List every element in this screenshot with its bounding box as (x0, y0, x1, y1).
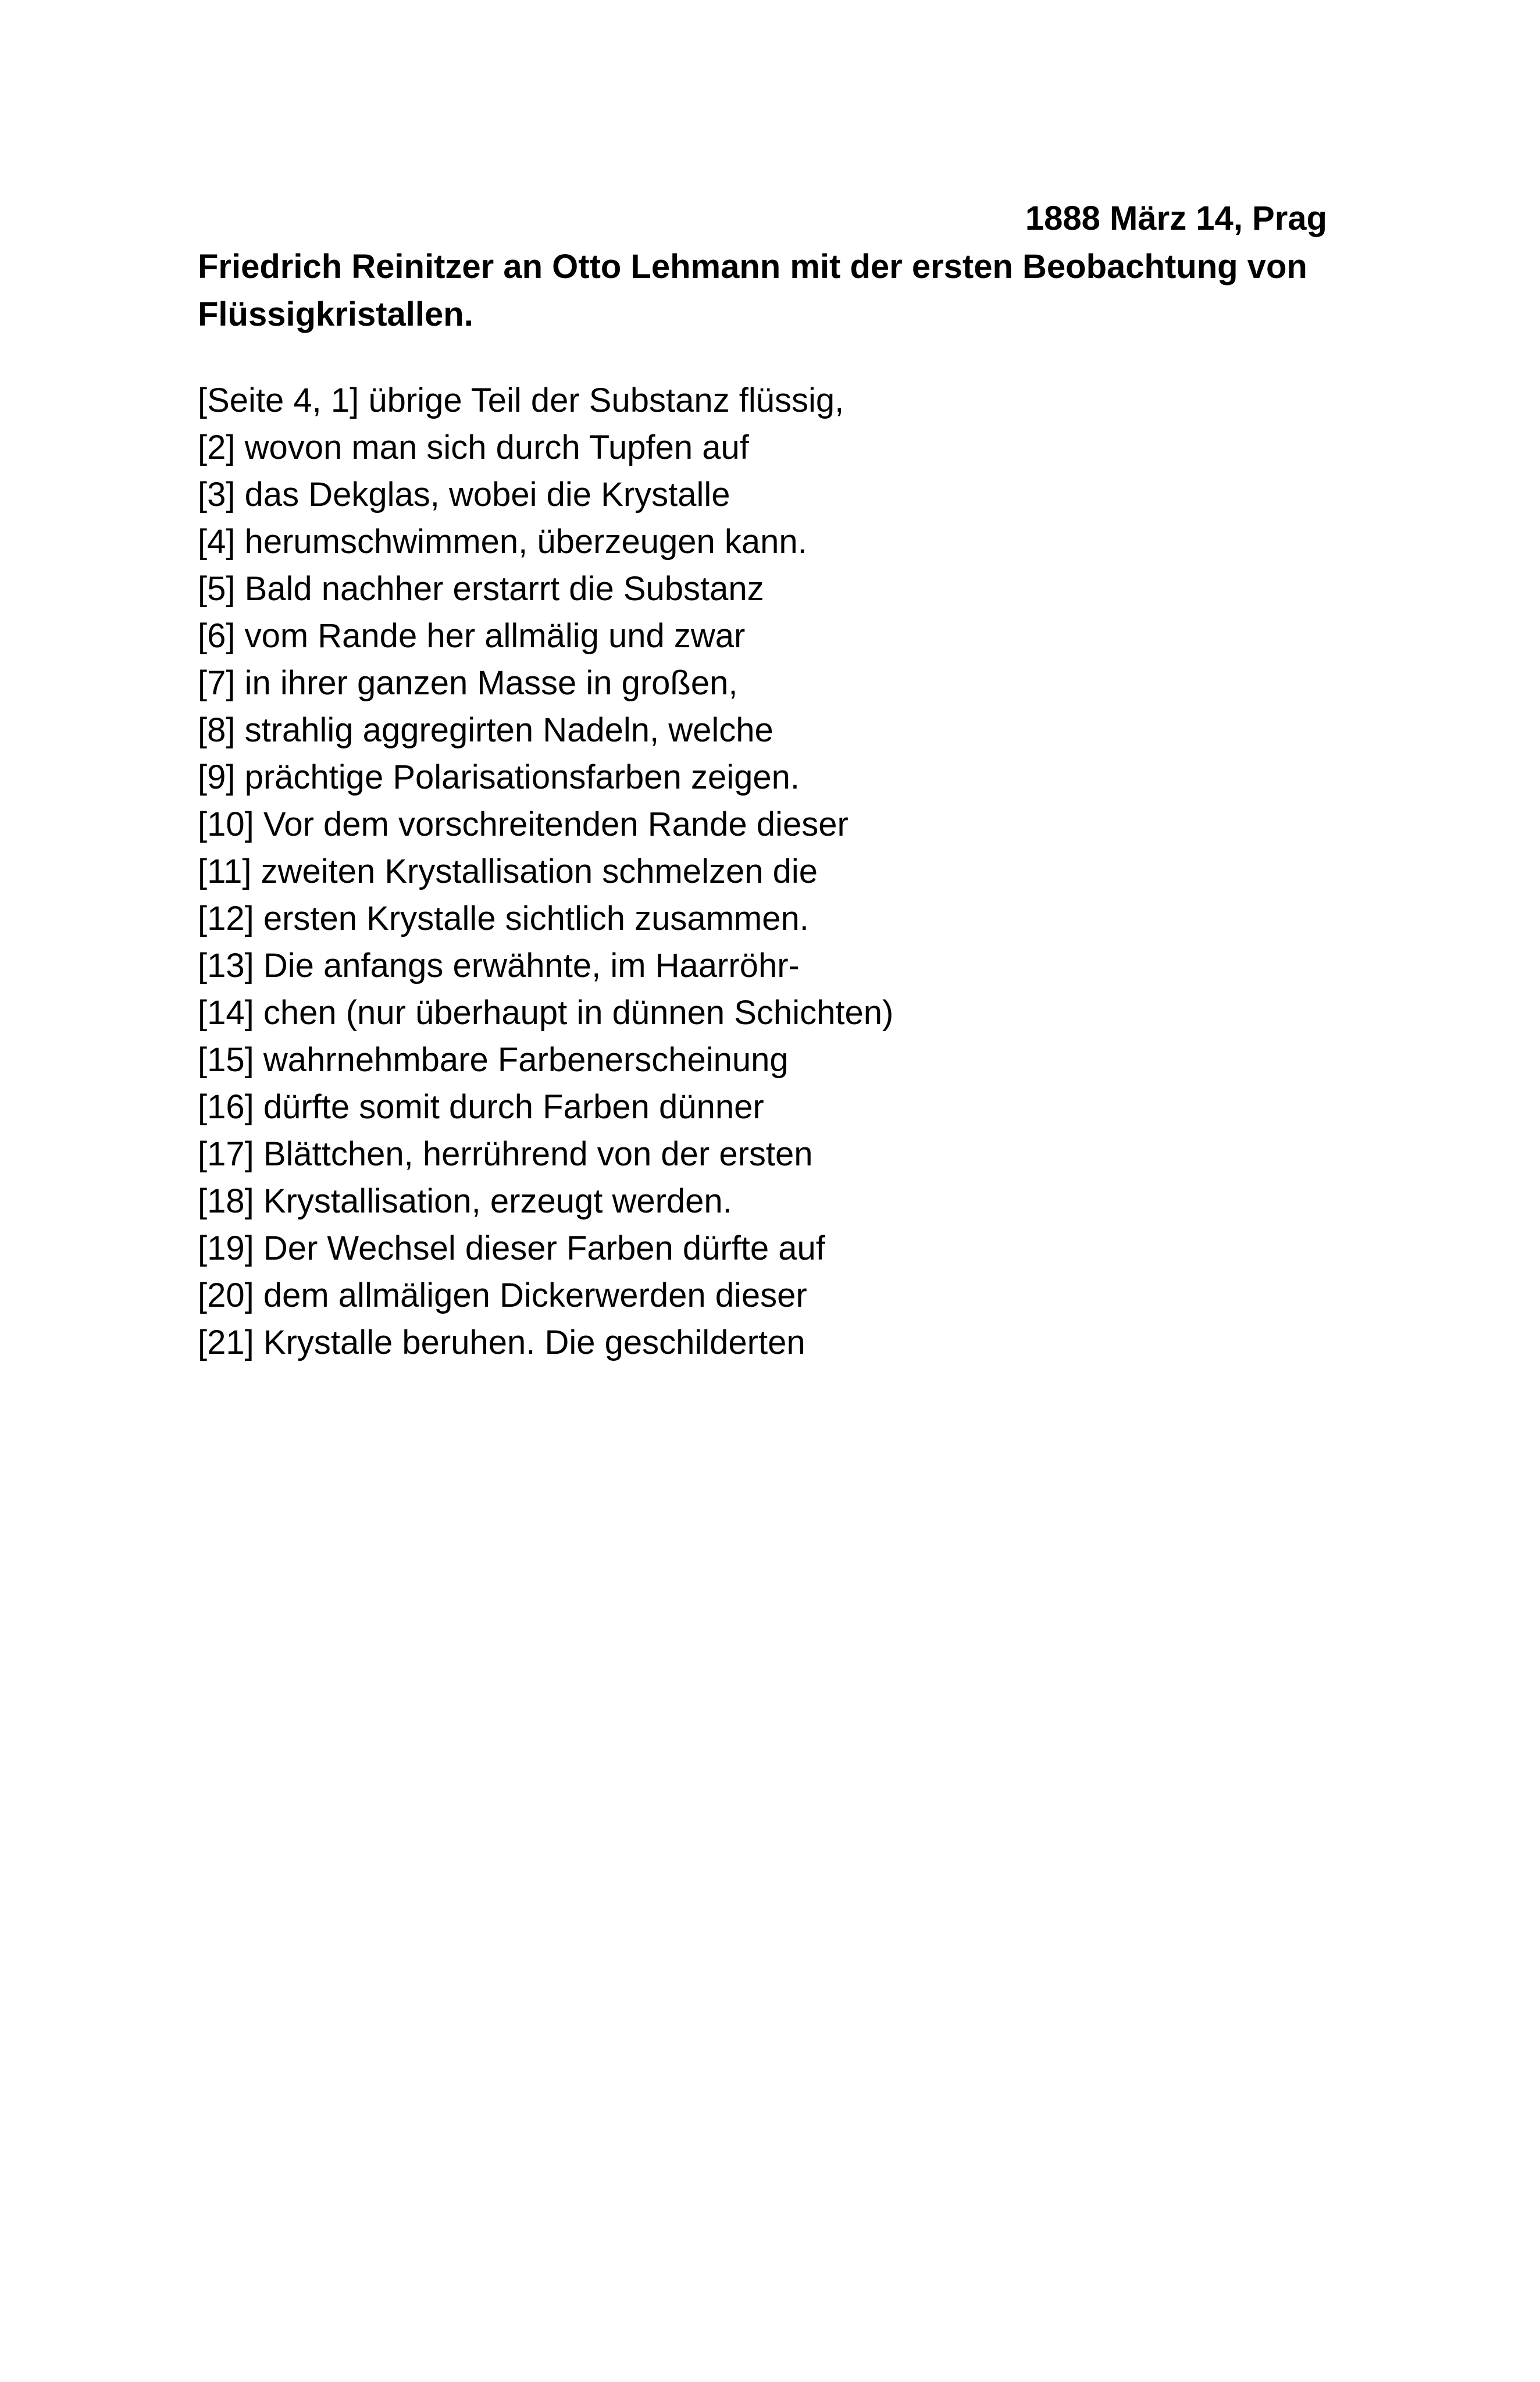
text-line: [6] vom Rande her allmälig und zwar (198, 617, 746, 655)
text-line: [21] Krystalle beruhen. Die geschilderten (198, 1324, 805, 1361)
text-line: [7] in ihrer ganzen Masse in großen, (198, 664, 738, 702)
text-line: [Seite 4, 1] übrige Teil der Substanz flüssig, (198, 381, 844, 419)
text-line: [20] dem allmäligen Dickerwerden dieser (198, 1276, 807, 1314)
text-line: [14] chen (nur überhaupt in dünnen Schichten) (198, 994, 894, 1032)
text-line: [9] prächtige Polarisationsfarben zeigen. (198, 758, 800, 796)
text-line: [10] Vor dem vorschreitenden Rande dieser (198, 805, 849, 843)
text-line: [3] das Dekglas, wobei die Krystalle (198, 476, 730, 514)
text-line: [13] Die anfangs erwähnte, im Haarröhr- (198, 947, 800, 985)
transcription-body (198, 377, 1338, 1366)
text-line: [5] Bald nachher erstarrt die Substanz (198, 570, 764, 608)
text-line: [11] zweiten Krystallisation schmelzen die (198, 853, 818, 890)
text-line: [12] ersten Krystalle sichtlich zusammen. (198, 900, 809, 937)
text-line: [8] strahlig aggregirten Nadeln, welche (198, 711, 773, 749)
text-line: [15] wahrnehmbare Farbenerscheinung (198, 1041, 789, 1079)
date-line: 1888 März 14, Prag (1025, 199, 1327, 237)
text-line: [16] dürfte somit durch Farben dünner (198, 1088, 764, 1126)
document-title: Friedrich Reinitzer an Otto Lehmann mit der ersten Beobachtung von Flüssigkristallen. (198, 248, 1307, 333)
text-line: [19] Der Wechsel dieser Farben dürfte auf (198, 1229, 825, 1267)
text-line: [2] wovon man sich durch Tupfen auf (198, 429, 749, 466)
text-line: [18] Krystallisation, erzeugt werden. (198, 1182, 732, 1220)
text-line: [4] herumschwimmen, überzeugen kann. (198, 523, 807, 561)
text-line: [17] Blättchen, herrührend von der ersten (198, 1135, 813, 1173)
